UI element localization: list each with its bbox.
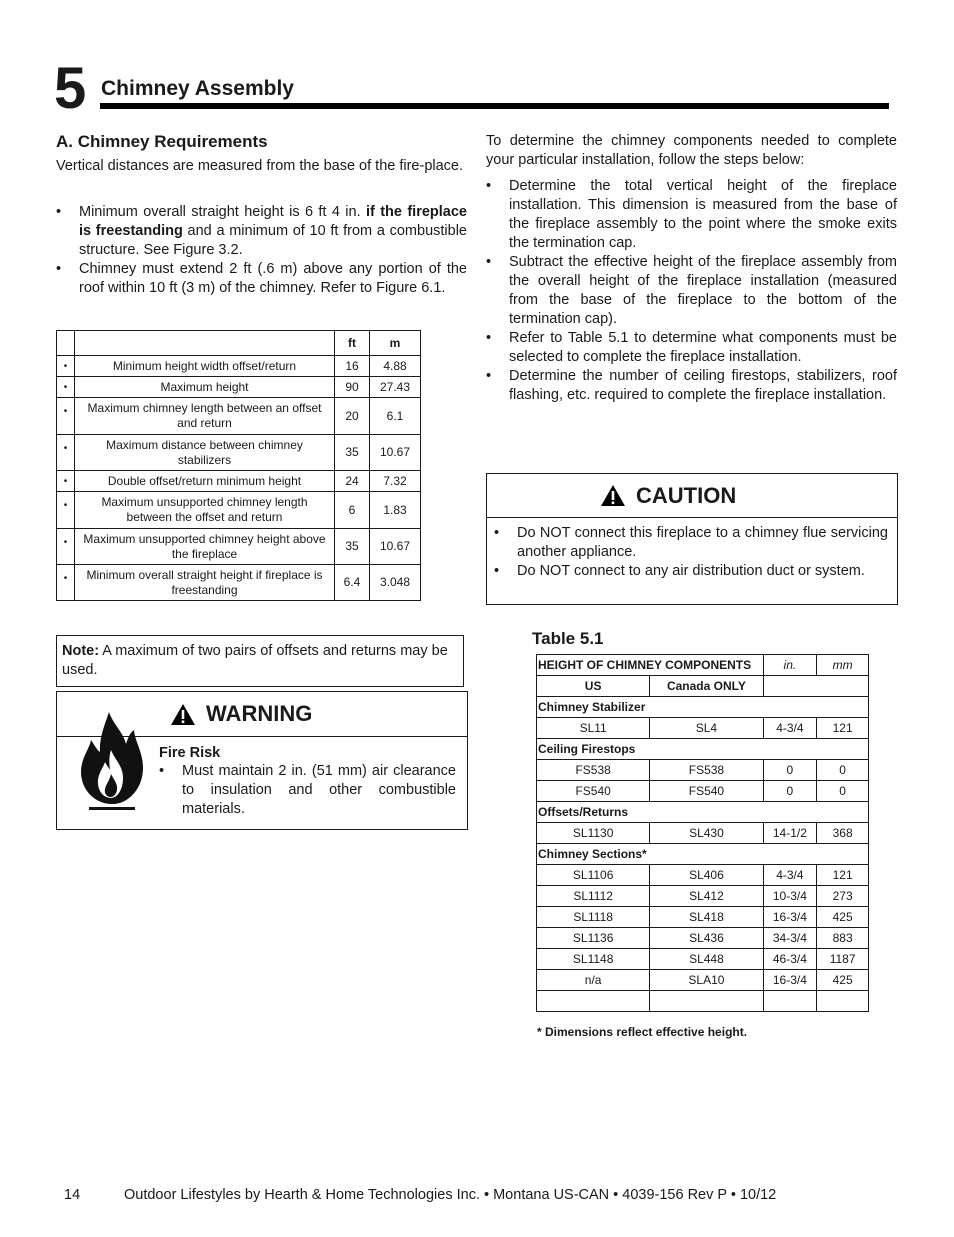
m-value: 1.83: [370, 492, 421, 529]
canada-part: SL436: [650, 928, 763, 949]
ft-value: 24: [335, 471, 370, 492]
chimney-requirements-heading: A. Chimney Requirements: [56, 132, 268, 151]
canada-part: SL412: [650, 886, 763, 907]
ft-value: 90: [335, 377, 370, 398]
step-text: Determine the number of ceiling firestops, stabilizers, roof flashing, etc. required to complete the fireplace installation.: [509, 368, 897, 403]
col-us: US: [537, 676, 650, 697]
bullet-dot: •: [56, 261, 62, 277]
ft-value: 35: [335, 435, 370, 471]
us-part: n/a: [537, 970, 650, 991]
header-cell: [57, 331, 75, 356]
height-mm: 368: [817, 823, 869, 844]
bullet-cell: •: [57, 356, 75, 377]
caution-box: [486, 473, 898, 605]
footer-text: Outdoor Lifestyles by Hearth & Home Technologies Inc. • Montana US-CAN • 4039-156 Rev P • 10/12: [124, 1187, 777, 1203]
height-mm: 121: [817, 718, 869, 739]
table-row: [537, 949, 869, 970]
canada-part: SL418: [650, 907, 763, 928]
m-value: 10.67: [370, 435, 421, 471]
table-row: [57, 377, 421, 398]
unit-mm: mm: [817, 655, 869, 676]
group-label: Chimney Stabilizer: [537, 697, 869, 718]
m-value: 4.88: [370, 356, 421, 377]
bullet-cell: •: [57, 398, 75, 435]
column-header-row: [537, 676, 869, 697]
table-row: [537, 823, 869, 844]
bullet-dot: •: [494, 525, 500, 541]
empty-cell: [817, 991, 869, 1012]
empty-row: [537, 991, 869, 1012]
note-box: [56, 635, 464, 687]
list-item: [486, 253, 897, 329]
canada-part: FS538: [650, 760, 763, 781]
us-part: SL1112: [537, 886, 650, 907]
row-label: Minimum height width offset/return: [75, 356, 335, 377]
bullet-cell: •: [57, 471, 75, 492]
table-row: [537, 886, 869, 907]
us-part: FS538: [537, 760, 650, 781]
warning-title: WARNING: [206, 701, 313, 726]
section-number: 5: [54, 56, 85, 121]
caution-text: Do NOT connect this fireplace to a chimney flue servicing another appliance.: [517, 525, 888, 560]
bullet-cell: •: [57, 492, 75, 529]
height-in: 14-1/2: [763, 823, 817, 844]
table-row: [57, 435, 421, 471]
unit-in: in.: [763, 655, 817, 676]
warning-triangle-icon: [170, 703, 196, 726]
header-cell: [75, 331, 335, 356]
canada-part: FS540: [650, 781, 763, 802]
col-canada: Canada ONLY: [650, 676, 763, 697]
chimney-components-table: [536, 654, 869, 1012]
height-in: 4-3/4: [763, 718, 817, 739]
table-row: [57, 565, 421, 601]
height-mm: 883: [817, 928, 869, 949]
table-footnote: * Dimensions reflect effective height.: [537, 1025, 748, 1039]
note-text: A maximum of two pairs of offsets and returns may be used.: [62, 643, 448, 678]
height-mm: 1187: [817, 949, 869, 970]
m-value: 7.32: [370, 471, 421, 492]
list-item: [494, 562, 888, 581]
bullet-cell: •: [57, 377, 75, 398]
height-mm: 425: [817, 970, 869, 991]
bullet-cell: •: [57, 435, 75, 471]
row-label: Maximum distance between chimney stabilizers: [75, 435, 335, 471]
caution-title: CAUTION: [636, 482, 737, 508]
canada-part: SL4: [650, 718, 763, 739]
row-label: Minimum overall straight height if fireplace is freestanding: [75, 565, 335, 601]
empty-cell: [763, 676, 868, 697]
bullet-dot: •: [486, 254, 492, 270]
height-in: 46-3/4: [763, 949, 817, 970]
group-label: Offsets/Returns: [537, 802, 869, 823]
bullet-cell: •: [57, 529, 75, 565]
height-in: 34-3/4: [763, 928, 817, 949]
bullet-dot: •: [159, 763, 165, 779]
bullet-text: Chimney must extend 2 ft (.6 m) above any portion of the roof within 10 ft (3 m) of the chimney. Refer to Figure 6.1.: [79, 261, 467, 296]
us-part: FS540: [537, 781, 650, 802]
height-mm: 0: [817, 760, 869, 781]
group-row: [537, 697, 869, 718]
us-part: SL1148: [537, 949, 650, 970]
m-value: 3.048: [370, 565, 421, 601]
header-ft: ft: [335, 331, 370, 356]
canada-part: SL448: [650, 949, 763, 970]
canada-part: SL406: [650, 865, 763, 886]
height-mm: 121: [817, 865, 869, 886]
group-row: [537, 844, 869, 865]
caution-text: Do NOT connect to any air distribution duct or system.: [517, 563, 865, 579]
group-row: [537, 802, 869, 823]
table-row: [537, 970, 869, 991]
ft-value: 6: [335, 492, 370, 529]
table-label: Table 5.1: [532, 629, 604, 648]
table-row: [57, 492, 421, 529]
m-value: 10.67: [370, 529, 421, 565]
ft-value: 20: [335, 398, 370, 435]
note-label: Note:: [62, 643, 100, 659]
table-header-row: [57, 331, 421, 356]
step-text: Subtract the effective height of the fireplace assembly from the overall height of the fireplace installation (measured from the base of the fireplace to the bottom of the termination cap).: [509, 254, 897, 327]
empty-cell: [537, 991, 650, 1012]
row-label: Maximum unsupported chimney length between the offset and return: [75, 492, 335, 529]
list-item: [486, 177, 897, 253]
bullet-dot: •: [494, 563, 500, 579]
warning-triangle-icon: [600, 484, 626, 507]
height-mm: 273: [817, 886, 869, 907]
section-rule: [100, 103, 889, 109]
fire-hazard-icon: [79, 710, 145, 812]
table-row: [537, 928, 869, 949]
height-in: 0: [763, 781, 817, 802]
header-m: m: [370, 331, 421, 356]
height-in: 10-3/4: [763, 886, 817, 907]
list-item: [159, 762, 456, 819]
canada-part: SL430: [650, 823, 763, 844]
table-row: [537, 718, 869, 739]
bullet-dot: •: [56, 204, 62, 220]
ft-value: 16: [335, 356, 370, 377]
height-in: 16-3/4: [763, 970, 817, 991]
table-title-row: [537, 655, 869, 676]
list-item: [486, 329, 897, 367]
table-row: [57, 398, 421, 435]
row-label: Maximum chimney length between an offset and return: [75, 398, 335, 435]
left-bullet-list: [56, 203, 467, 298]
table-row: [537, 865, 869, 886]
table-title: HEIGHT OF CHIMNEY COMPONENTS: [537, 655, 764, 676]
right-intro: To determine the chimney components needed to complete your particular installation, follow the steps below:: [486, 133, 897, 168]
empty-cell: [650, 991, 763, 1012]
bullet-text-end: and a minimum of 10 ft from a combustible structure. See Figure 3.2.: [79, 223, 467, 258]
group-label: Ceiling Firestops: [537, 739, 869, 760]
fire-risk-title: Fire Risk: [159, 745, 221, 761]
row-label: Double offset/return minimum height: [75, 471, 335, 492]
caution-header: [487, 474, 897, 518]
step-text: Refer to Table 5.1 to determine what components must be selected to complete the fireplace installation.: [509, 330, 897, 365]
table-row: [537, 907, 869, 928]
height-mm: 0: [817, 781, 869, 802]
bullet-bold-text: if the fireplace is freestanding: [79, 204, 467, 239]
bullet-dot: •: [486, 178, 492, 194]
row-label: Maximum height: [75, 377, 335, 398]
height-in: 4-3/4: [763, 865, 817, 886]
m-value: 6.1: [370, 398, 421, 435]
table-row: [57, 529, 421, 565]
bullet-cell: •: [57, 565, 75, 601]
row-label: Maximum unsupported chimney height above the fireplace: [75, 529, 335, 565]
table-row: [57, 471, 421, 492]
list-item: [494, 524, 888, 562]
table-row: [537, 760, 869, 781]
us-part: SL1136: [537, 928, 650, 949]
bullet-text: Minimum overall straight height is 6 ft 4 in.: [79, 204, 366, 220]
table-row: [57, 356, 421, 377]
height-in: 16-3/4: [763, 907, 817, 928]
m-value: 27.43: [370, 377, 421, 398]
chimney-limits-table: [56, 330, 421, 601]
bullet-dot: •: [486, 368, 492, 384]
step-text: Determine the total vertical height of the fireplace installation. This dimension is measured from the base of the fireplace assembly to the point where the smoke exits the termination cap.: [509, 178, 897, 251]
us-part: SL11: [537, 718, 650, 739]
right-bullet-list: [486, 177, 897, 405]
group-row: [537, 739, 869, 760]
us-part: SL1106: [537, 865, 650, 886]
bullet-dot: •: [486, 330, 492, 346]
left-intro: Vertical distances are measured from the base of the fire-place.: [56, 158, 464, 174]
warning-box: [56, 691, 468, 830]
ft-value: 35: [335, 529, 370, 565]
warning-body: [159, 745, 456, 819]
table-row: [537, 781, 869, 802]
empty-cell: [763, 991, 817, 1012]
canada-part: SLA10: [650, 970, 763, 991]
height-in: 0: [763, 760, 817, 781]
list-item: [56, 203, 467, 260]
list-item: [486, 367, 897, 405]
group-label: Chimney Sections*: [537, 844, 869, 865]
page-number: 14: [64, 1187, 81, 1203]
caution-body: [494, 524, 888, 581]
section-title: Chimney Assembly: [101, 77, 294, 100]
us-part: SL1130: [537, 823, 650, 844]
ft-value: 6.4: [335, 565, 370, 601]
list-item: [56, 260, 467, 298]
warning-bullet-text: Must maintain 2 in. (51 mm) air clearance to insulation and other combustible materials.: [182, 763, 456, 817]
height-mm: 425: [817, 907, 869, 928]
us-part: SL1118: [537, 907, 650, 928]
